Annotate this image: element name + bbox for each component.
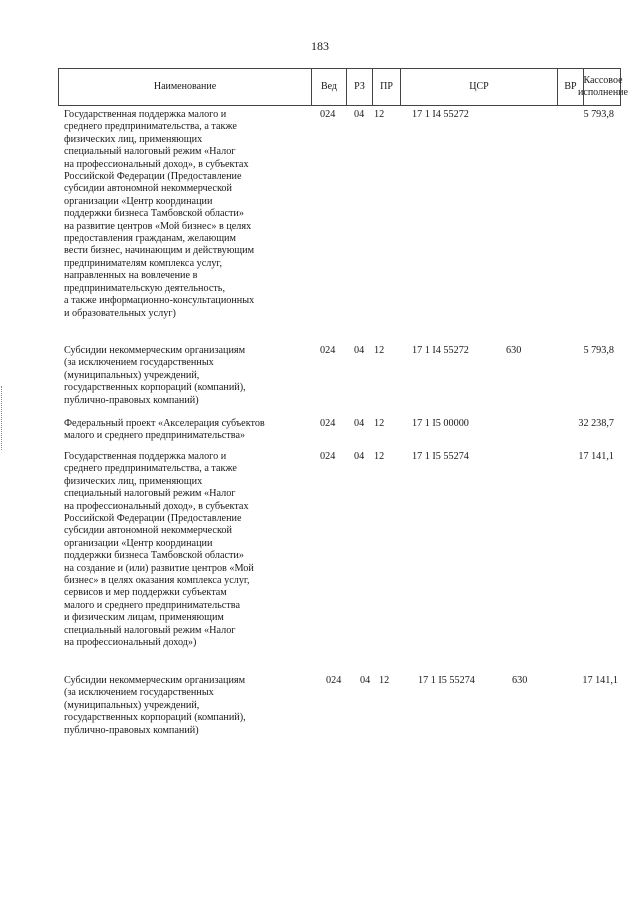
row-csr: 17 1 I5 55274: [412, 451, 469, 462]
row-name: Субсидии некоммерческим организациям (за исключением государственных (муниципальных) учреждений, государственных корпораций (компаний), публично-правовых компаний): [64, 675, 246, 736]
row-vr: 630: [506, 345, 522, 356]
row-rz: 04: [354, 109, 365, 120]
row-kassovoe: 32 238,7: [578, 418, 614, 429]
row-ved: 024: [320, 418, 336, 429]
header-rz: РЗ: [347, 69, 373, 105]
row-ved: 024: [320, 451, 336, 462]
row-rz: 04: [354, 418, 365, 429]
row-ved: 024: [320, 345, 336, 356]
row-pr: 12: [379, 675, 390, 686]
scan-edge-mark: [1, 386, 5, 450]
header-pr: ПР: [373, 69, 401, 105]
row-rz: 04: [354, 345, 365, 356]
row-ved: 024: [326, 675, 342, 686]
row-pr: 12: [374, 345, 385, 356]
row-name: Государственная поддержка малого и среднего предпринимательства, а также физических лиц, применяющих специальный налоговый режим «Налог на профессиональный доход», в субъектах Российской Федерации (Предоставление субсидии автономной некоммерческой организации «Центр координации поддержки бизнеса Тамбовской области» на создание и (или) развитие центров «Мой бизнес» в целях оказания комплекса услуг, сервисов и мер поддержки субъектам малого и среднего предпринимательства и физическим лицам, применяющим специальный налоговый режим «Налог на профессиональный доход»): [64, 451, 254, 649]
row-pr: 12: [374, 109, 385, 120]
header-vr: ВР: [558, 69, 584, 105]
row-kassovoe: 5 793,8: [583, 345, 614, 356]
row-csr: 17 1 I4 55272: [412, 109, 469, 120]
row-kassovoe: 5 793,8: [583, 109, 614, 120]
row-csr: 17 1 I5 00000: [412, 418, 469, 429]
row-rz: 04: [354, 451, 365, 462]
row-csr: 17 1 I5 55274: [418, 675, 475, 686]
header-kassovoe: Кассовое исполнение: [578, 75, 628, 98]
row-vr: 630: [512, 675, 528, 686]
header-csr: ЦСР: [401, 69, 558, 105]
row-name: Государственная поддержка малого и среднего предпринимательства, а также физических лиц, применяющих специальный налоговый режим «Налог на профессиональный доход», в субъектах Российской Федерации (Предоставление субсидии автономной некоммерческой организации «Центр координации поддержки бизнеса Тамбовской области» на развитие центров «Мой бизнес» в целях предоставления гражданам, желающим вести бизнес, начинающим и действующим предпринимателям комплекса услуг, направленных на вовлечение в предпринимательскую деятельность, а также информационно-консультационных и образовательных услуг): [64, 109, 255, 319]
row-ved: 024: [320, 109, 336, 120]
row-csr: 17 1 I4 55272: [412, 345, 469, 356]
row-name: Субсидии некоммерческим организациям (за исключением государственных (муниципальных) учреждений, государственных корпораций (компаний), публично-правовых компаний): [64, 345, 246, 406]
table-header: [58, 68, 628, 106]
row-kassovoe: 17 141,1: [578, 451, 614, 462]
header-name: Наименование: [59, 69, 312, 105]
row-kassovoe: 17 141,1: [582, 675, 618, 686]
header-ved: Вед: [312, 69, 347, 105]
row-pr: 12: [374, 418, 385, 429]
row-rz: 04: [360, 675, 371, 686]
row-pr: 12: [374, 451, 385, 462]
page-number: 183: [311, 39, 329, 53]
row-name: Федеральный проект «Акселерация субъектов малого и среднего предпринимательства»: [64, 418, 265, 442]
